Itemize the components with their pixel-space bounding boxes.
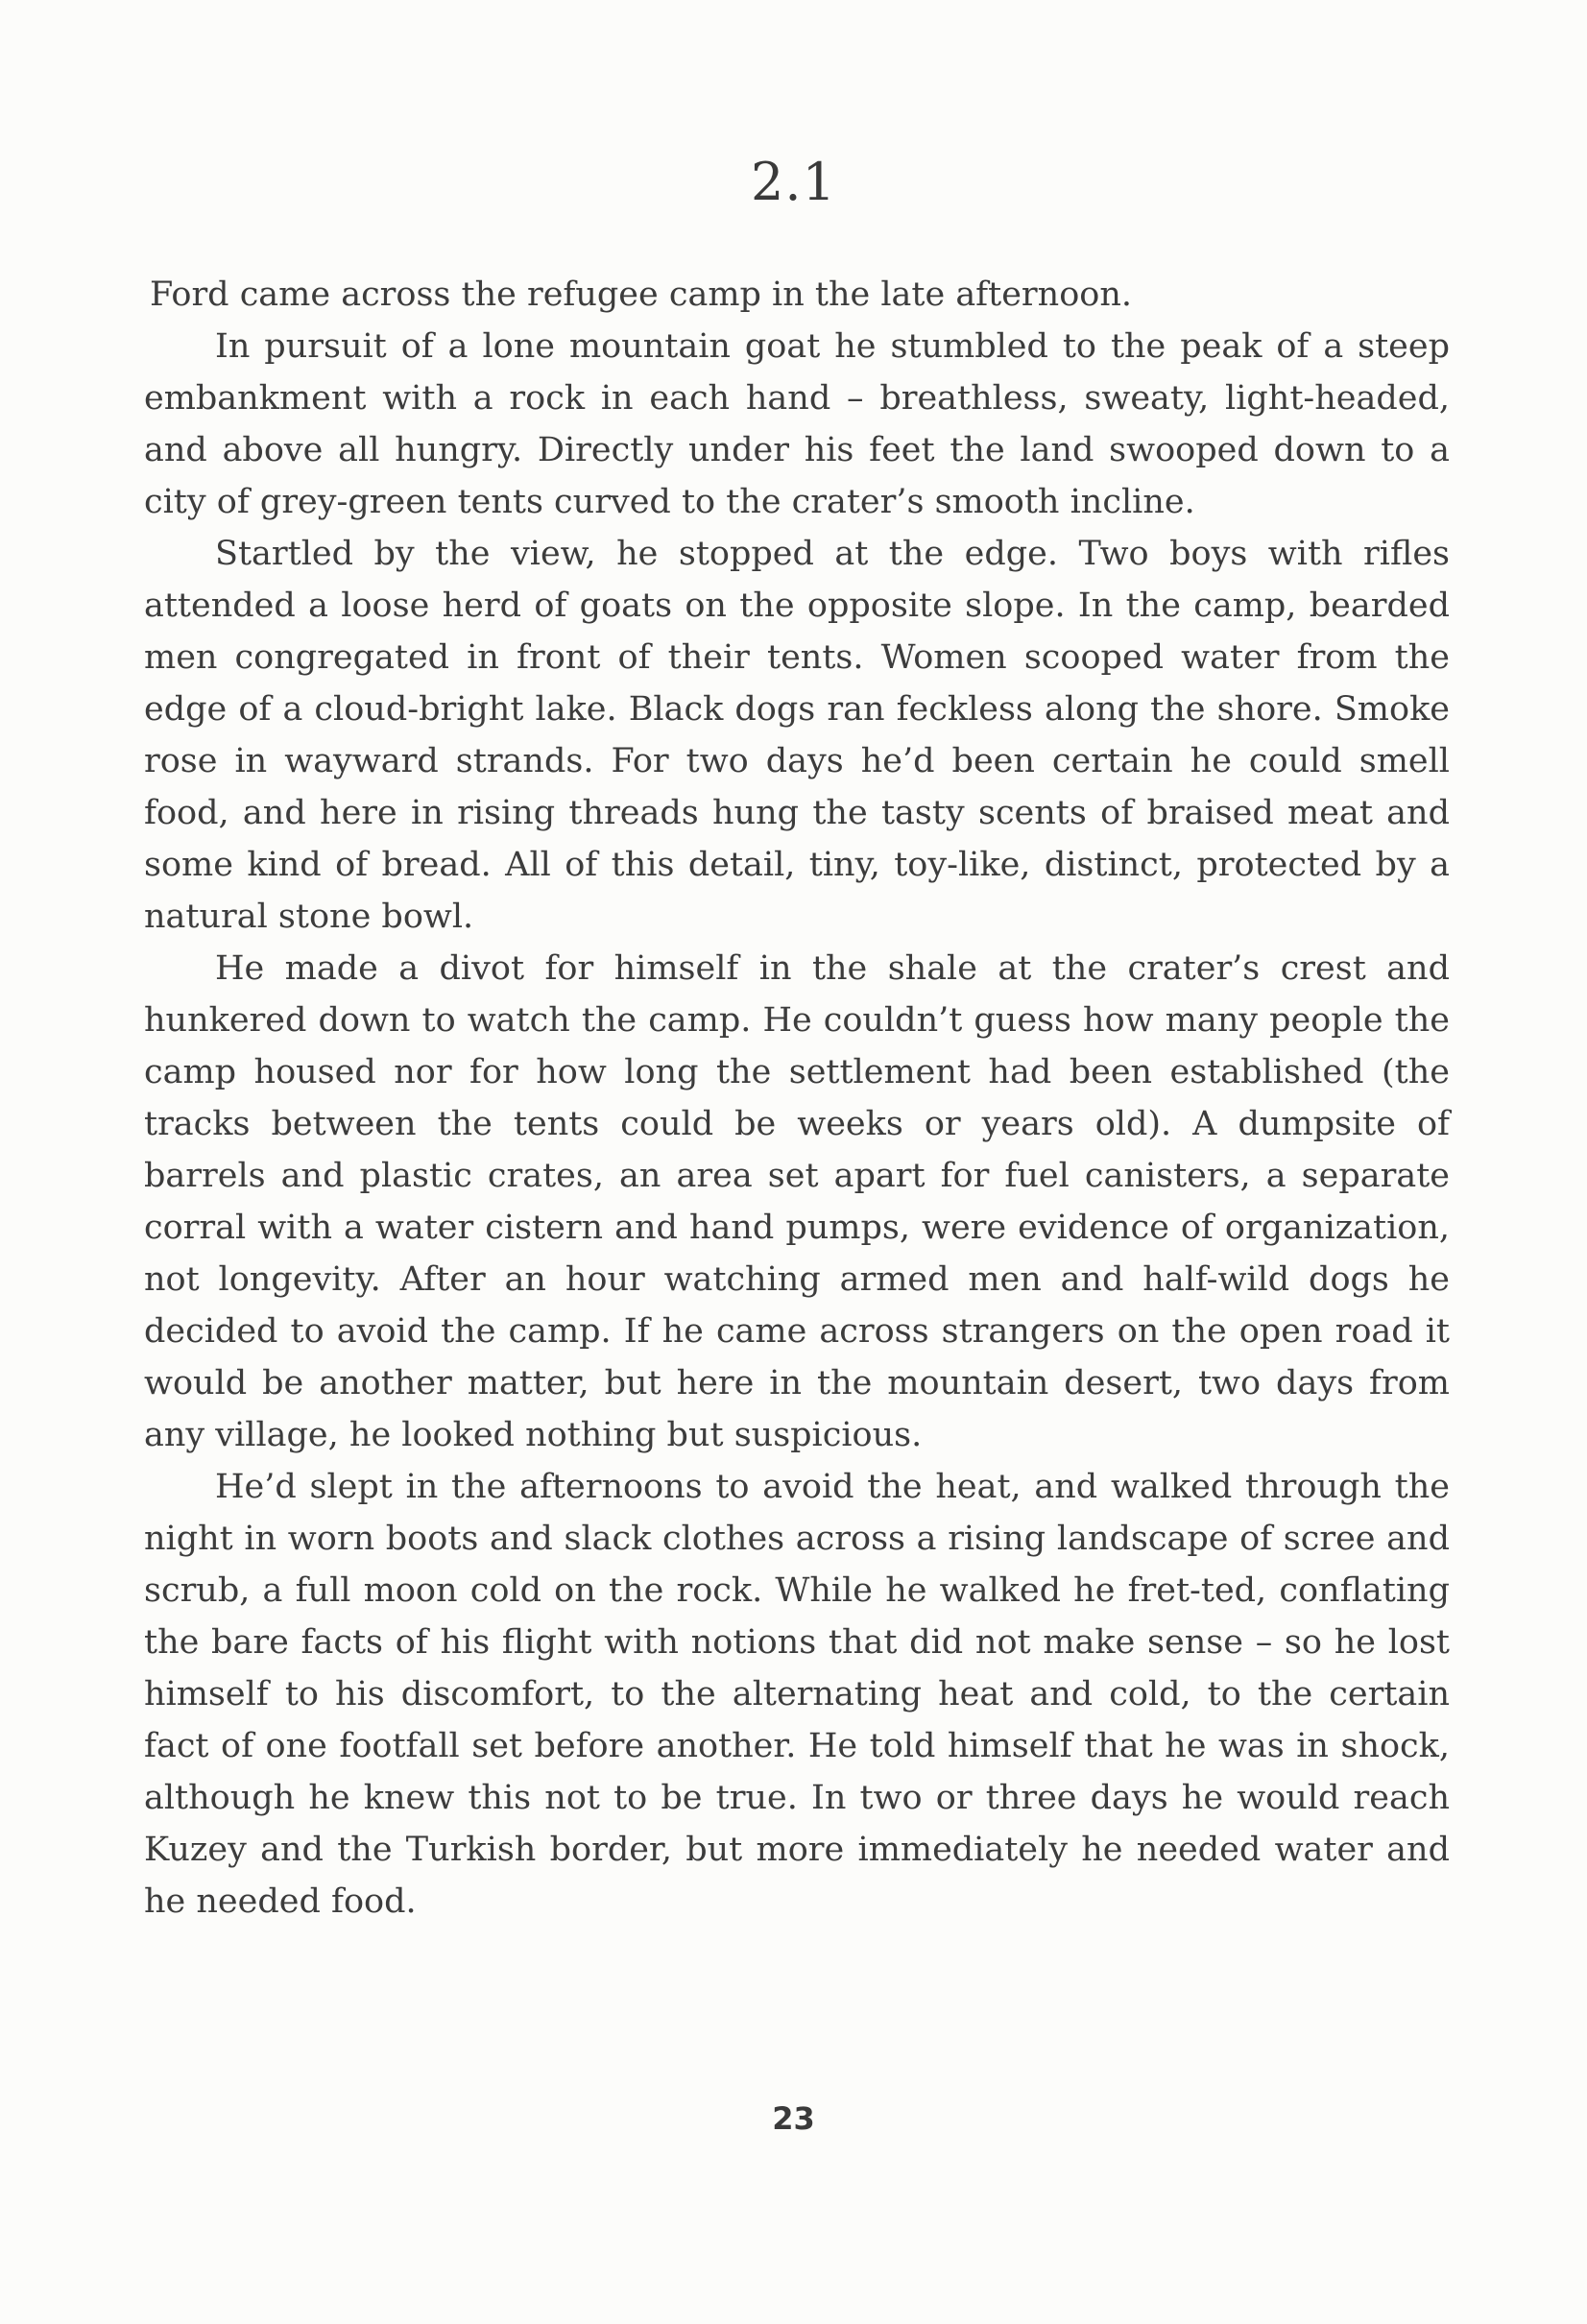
paragraph: Ford came across the refugee camp in the late afternoon. <box>150 276 1132 314</box>
paragraph: Startled by the view, he stopped at the edge. Two boys with rifles attended a loose herd of goats on the opposite slope. In the camp, bearded men congregated in front of their tents. Women scooped water from the edge of a cloud-bright lake. Black dogs ran feckless along the shore. Smoke rose in wayward strands. For two days he’d been certain he could smell food, and here in rising threads hung the tasty scents of braised meat and some kind of bread. All of this detail, tiny, toy-like, distinct, protected by a natural stone bowl. <box>144 535 1450 936</box>
page-number: 23 <box>772 2100 815 2137</box>
body-text <box>144 269 1450 1928</box>
paragraph: In pursuit of a lone mountain goat he stumbled to the peak of a steep embankment with a rock in each hand – breathless, sweaty, light-headed, and above all hungry. Directly under his feet the land swooped down to a city of grey-green tents curved to the crater’s smooth incline. <box>144 327 1450 521</box>
chapter-heading: 2.1 <box>751 152 836 212</box>
paragraph: He made a divot for himself in the shale at the crater’s crest and hunkered down to watch the camp. He couldn’t guess how many people the camp housed nor for how long the settlement had been established (the tracks between the tents could be weeks or years old). A dumpsite of barrels and plastic crates, an area set apart for fuel canisters, a separate corral with a water cistern and hand pumps, were evidence of organization, not longevity. After an hour watching armed men and half-wild dogs he decided to avoid the camp. If he came across strangers on the open road it would be another matter, but here in the mountain desert, two days from any village, he looked nothing but suspicious. <box>144 949 1450 1454</box>
paragraph: He’d slept in the afternoons to avoid the heat, and walked through the night in worn boots and slack clothes across a rising landscape of scree and scrub, a full moon cold on the rock. While he walked he fret-ted, conflating the bare facts of his flight with notions that did not make sense – so he lost himself to his discomfort, to the alternating heat and cold, to the certain fact of one footfall set before another. He told himself that he was in shock, although he knew this not to be true. In two or three days he would reach Kuzey and the Turkish border, but more immediately he needed water and he needed food. <box>144 1468 1450 1921</box>
